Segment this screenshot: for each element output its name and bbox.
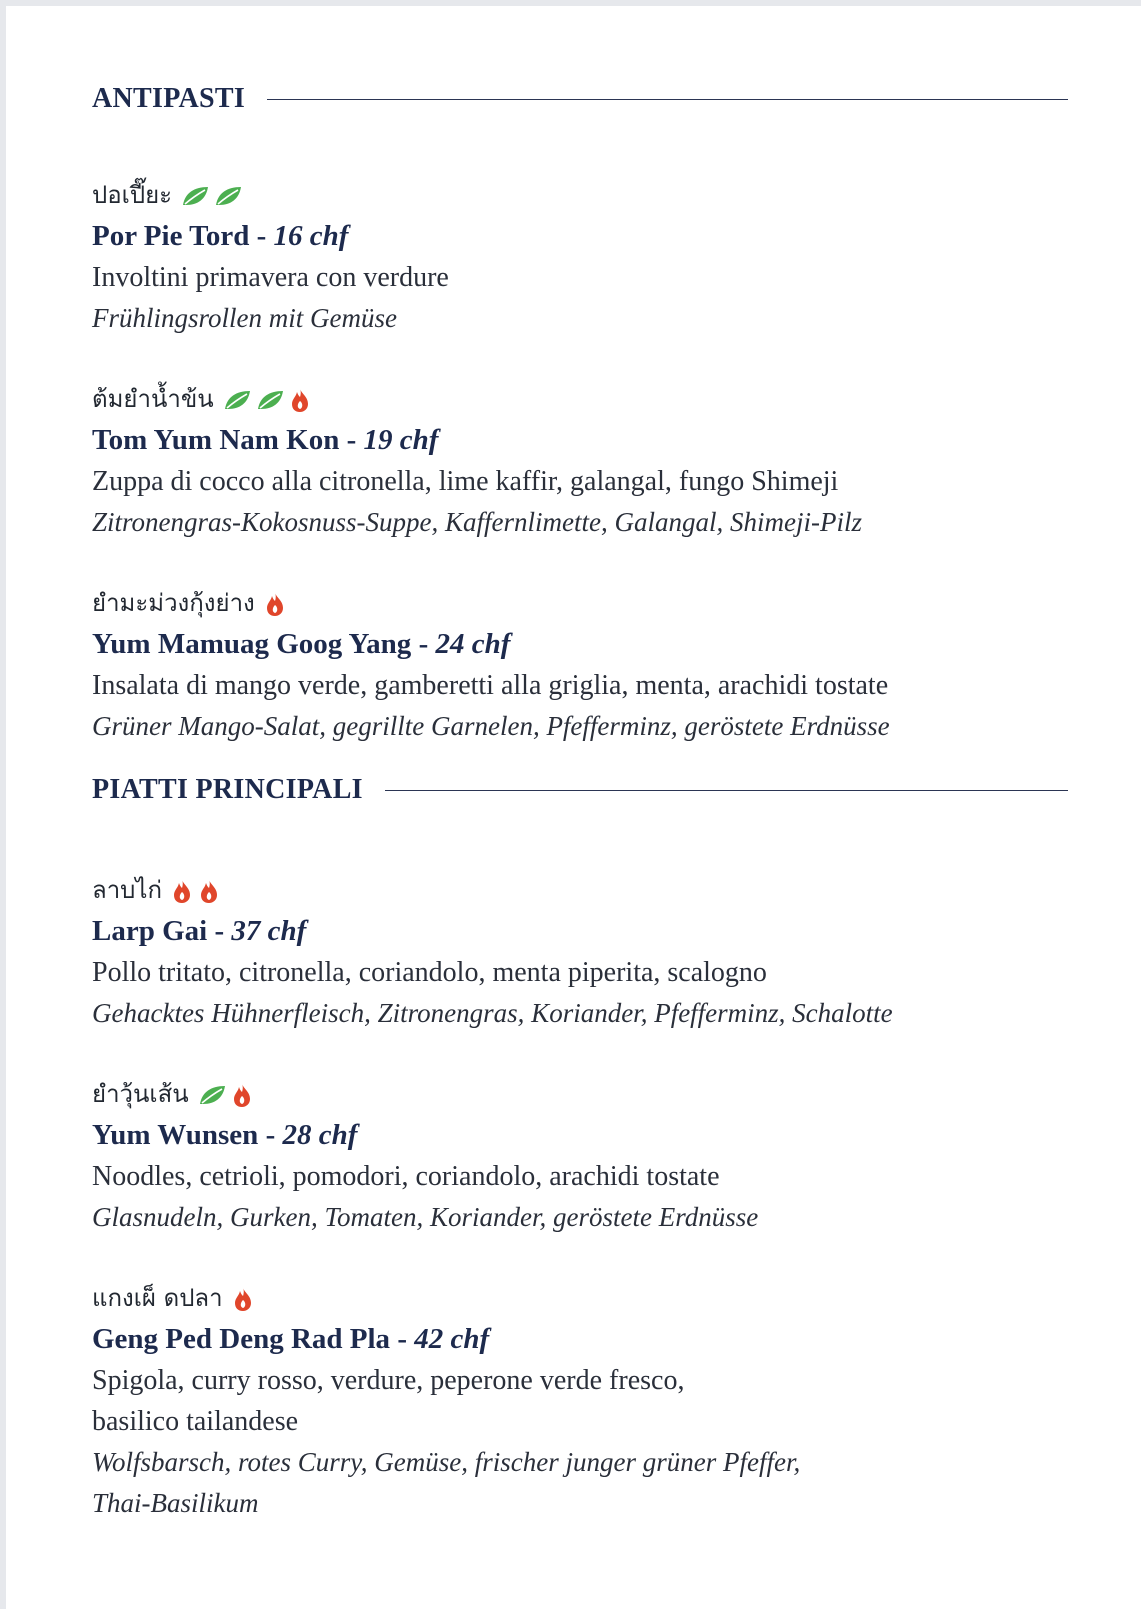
- german-description: Frühlingsrollen mit Gemüse: [92, 303, 397, 333]
- menu-item: [92, 870, 1068, 1034]
- diet-icons: [222, 387, 312, 413]
- italian-description: Zuppa di cocco alla citronella, lime kaffir, galangal, fungo Shimeji: [92, 466, 839, 497]
- diet-icons: [170, 878, 221, 904]
- diet-icons: [263, 591, 287, 617]
- german-description: Wolfsbarsch, rotes Curry, Gemüse, frischer junger grüner Pfeffer,: [92, 1447, 801, 1477]
- menu-page: [6, 6, 1141, 1609]
- menu-item: [92, 1278, 1068, 1524]
- thai-name: ปอเปี๊ยะ: [92, 181, 173, 209]
- section-piatti-principali: [92, 770, 1068, 1524]
- german-description: Grüner Mango-Salat, gegrillte Garnelen, Pfefferminz, geröstete Erdnüsse: [92, 711, 890, 741]
- leaf-icon: [197, 1082, 227, 1108]
- chili-icon: [197, 878, 221, 904]
- price-separator: -: [249, 220, 274, 252]
- italian-description: Insalata di mango verde, gamberetti alla griglia, menta, arachidi tostate: [92, 670, 889, 701]
- price-separator: -: [339, 424, 364, 456]
- thai-name-line: [92, 1074, 1068, 1115]
- diet-icons: [231, 1286, 255, 1312]
- dish-name: Yum Wunsen: [92, 1119, 259, 1151]
- section-header: [92, 770, 1068, 810]
- section-divider: [267, 99, 1068, 100]
- dish-name: Tom Yum Nam Kon: [92, 424, 340, 456]
- diet-icons: [197, 1082, 254, 1108]
- section-header: [92, 79, 1068, 119]
- dish-price: 24 chf: [435, 628, 511, 660]
- italian-description: Spigola, curry rosso, verdure, peperone verde fresco,: [92, 1365, 685, 1396]
- price-separator: -: [411, 628, 436, 660]
- diet-icons: [180, 183, 243, 209]
- dish-name: Larp Gai: [92, 915, 208, 947]
- price-separator: -: [207, 915, 232, 947]
- chili-icon: [230, 1082, 254, 1108]
- chili-icon: [170, 878, 194, 904]
- german-description: Zitronengras-Kokosnuss-Suppe, Kaffernlimette, Galangal, Shimeji-Pilz: [92, 507, 862, 537]
- leaf-icon: [255, 387, 285, 413]
- menu-item: [92, 583, 1068, 747]
- dish-price: 42 chf: [414, 1323, 490, 1355]
- leaf-icon: [222, 387, 252, 413]
- leaf-icon: [213, 183, 243, 209]
- chili-icon: [288, 387, 312, 413]
- section-divider: [385, 790, 1068, 791]
- italian-description: Noodles, cetrioli, pomodori, coriandolo, arachidi tostate: [92, 1161, 720, 1192]
- italian-description: basilico tailandese: [92, 1406, 299, 1437]
- thai-name-line: [92, 870, 1068, 911]
- italian-description: Pollo tritato, citronella, coriandolo, menta piperita, scalogno: [92, 957, 767, 988]
- chili-icon: [263, 591, 287, 617]
- thai-name-line: [92, 583, 1068, 624]
- leaf-icon: [180, 183, 210, 209]
- section-title: PIATTI PRINCIPALI: [92, 774, 363, 805]
- chili-icon: [231, 1286, 255, 1312]
- thai-name-line: [92, 1278, 1068, 1319]
- menu-item: [92, 379, 1068, 543]
- dish-title: [92, 216, 1068, 257]
- price-separator: -: [258, 1119, 283, 1151]
- menu-item: [92, 175, 1068, 339]
- dish-title: [92, 1115, 1068, 1156]
- dish-title: [92, 911, 1068, 952]
- dish-title: [92, 1319, 1068, 1360]
- thai-name: แกงเผ็ ดปลา: [92, 1284, 223, 1312]
- german-description: Thai-Basilikum: [92, 1488, 259, 1518]
- dish-title: [92, 624, 1068, 665]
- price-separator: -: [390, 1323, 415, 1355]
- dish-title: [92, 420, 1068, 461]
- thai-name: ยำมะม่วงกุ้งย่าง: [92, 589, 255, 617]
- dish-price: 37 chf: [231, 915, 307, 947]
- section-title: ANTIPASTI: [92, 83, 246, 114]
- dish-name: Por Pie Tord: [92, 220, 250, 252]
- thai-name-line: [92, 379, 1068, 420]
- dish-price: 19 chf: [363, 424, 439, 456]
- german-description: Gehacktes Hühnerfleisch, Zitronengras, Koriander, Pfefferminz, Schalotte: [92, 998, 893, 1028]
- dish-name: Yum Mamuag Goog Yang: [92, 628, 412, 660]
- italian-description: Involtini primavera con verdure: [92, 262, 449, 293]
- dish-price: 28 chf: [282, 1119, 358, 1151]
- section-antipasti: [92, 79, 1068, 747]
- german-description: Glasnudeln, Gurken, Tomaten, Koriander, geröstete Erdnüsse: [92, 1202, 759, 1232]
- dish-price: 16 chf: [273, 220, 349, 252]
- menu-item: [92, 1074, 1068, 1238]
- thai-name: ลาบไก่: [92, 876, 163, 904]
- thai-name-line: [92, 175, 1068, 216]
- thai-name: ต้มยำน้ำข้น: [92, 385, 214, 413]
- thai-name: ยำวุ้นเส้น: [92, 1080, 189, 1108]
- dish-name: Geng Ped Deng Rad Pla: [92, 1323, 391, 1355]
